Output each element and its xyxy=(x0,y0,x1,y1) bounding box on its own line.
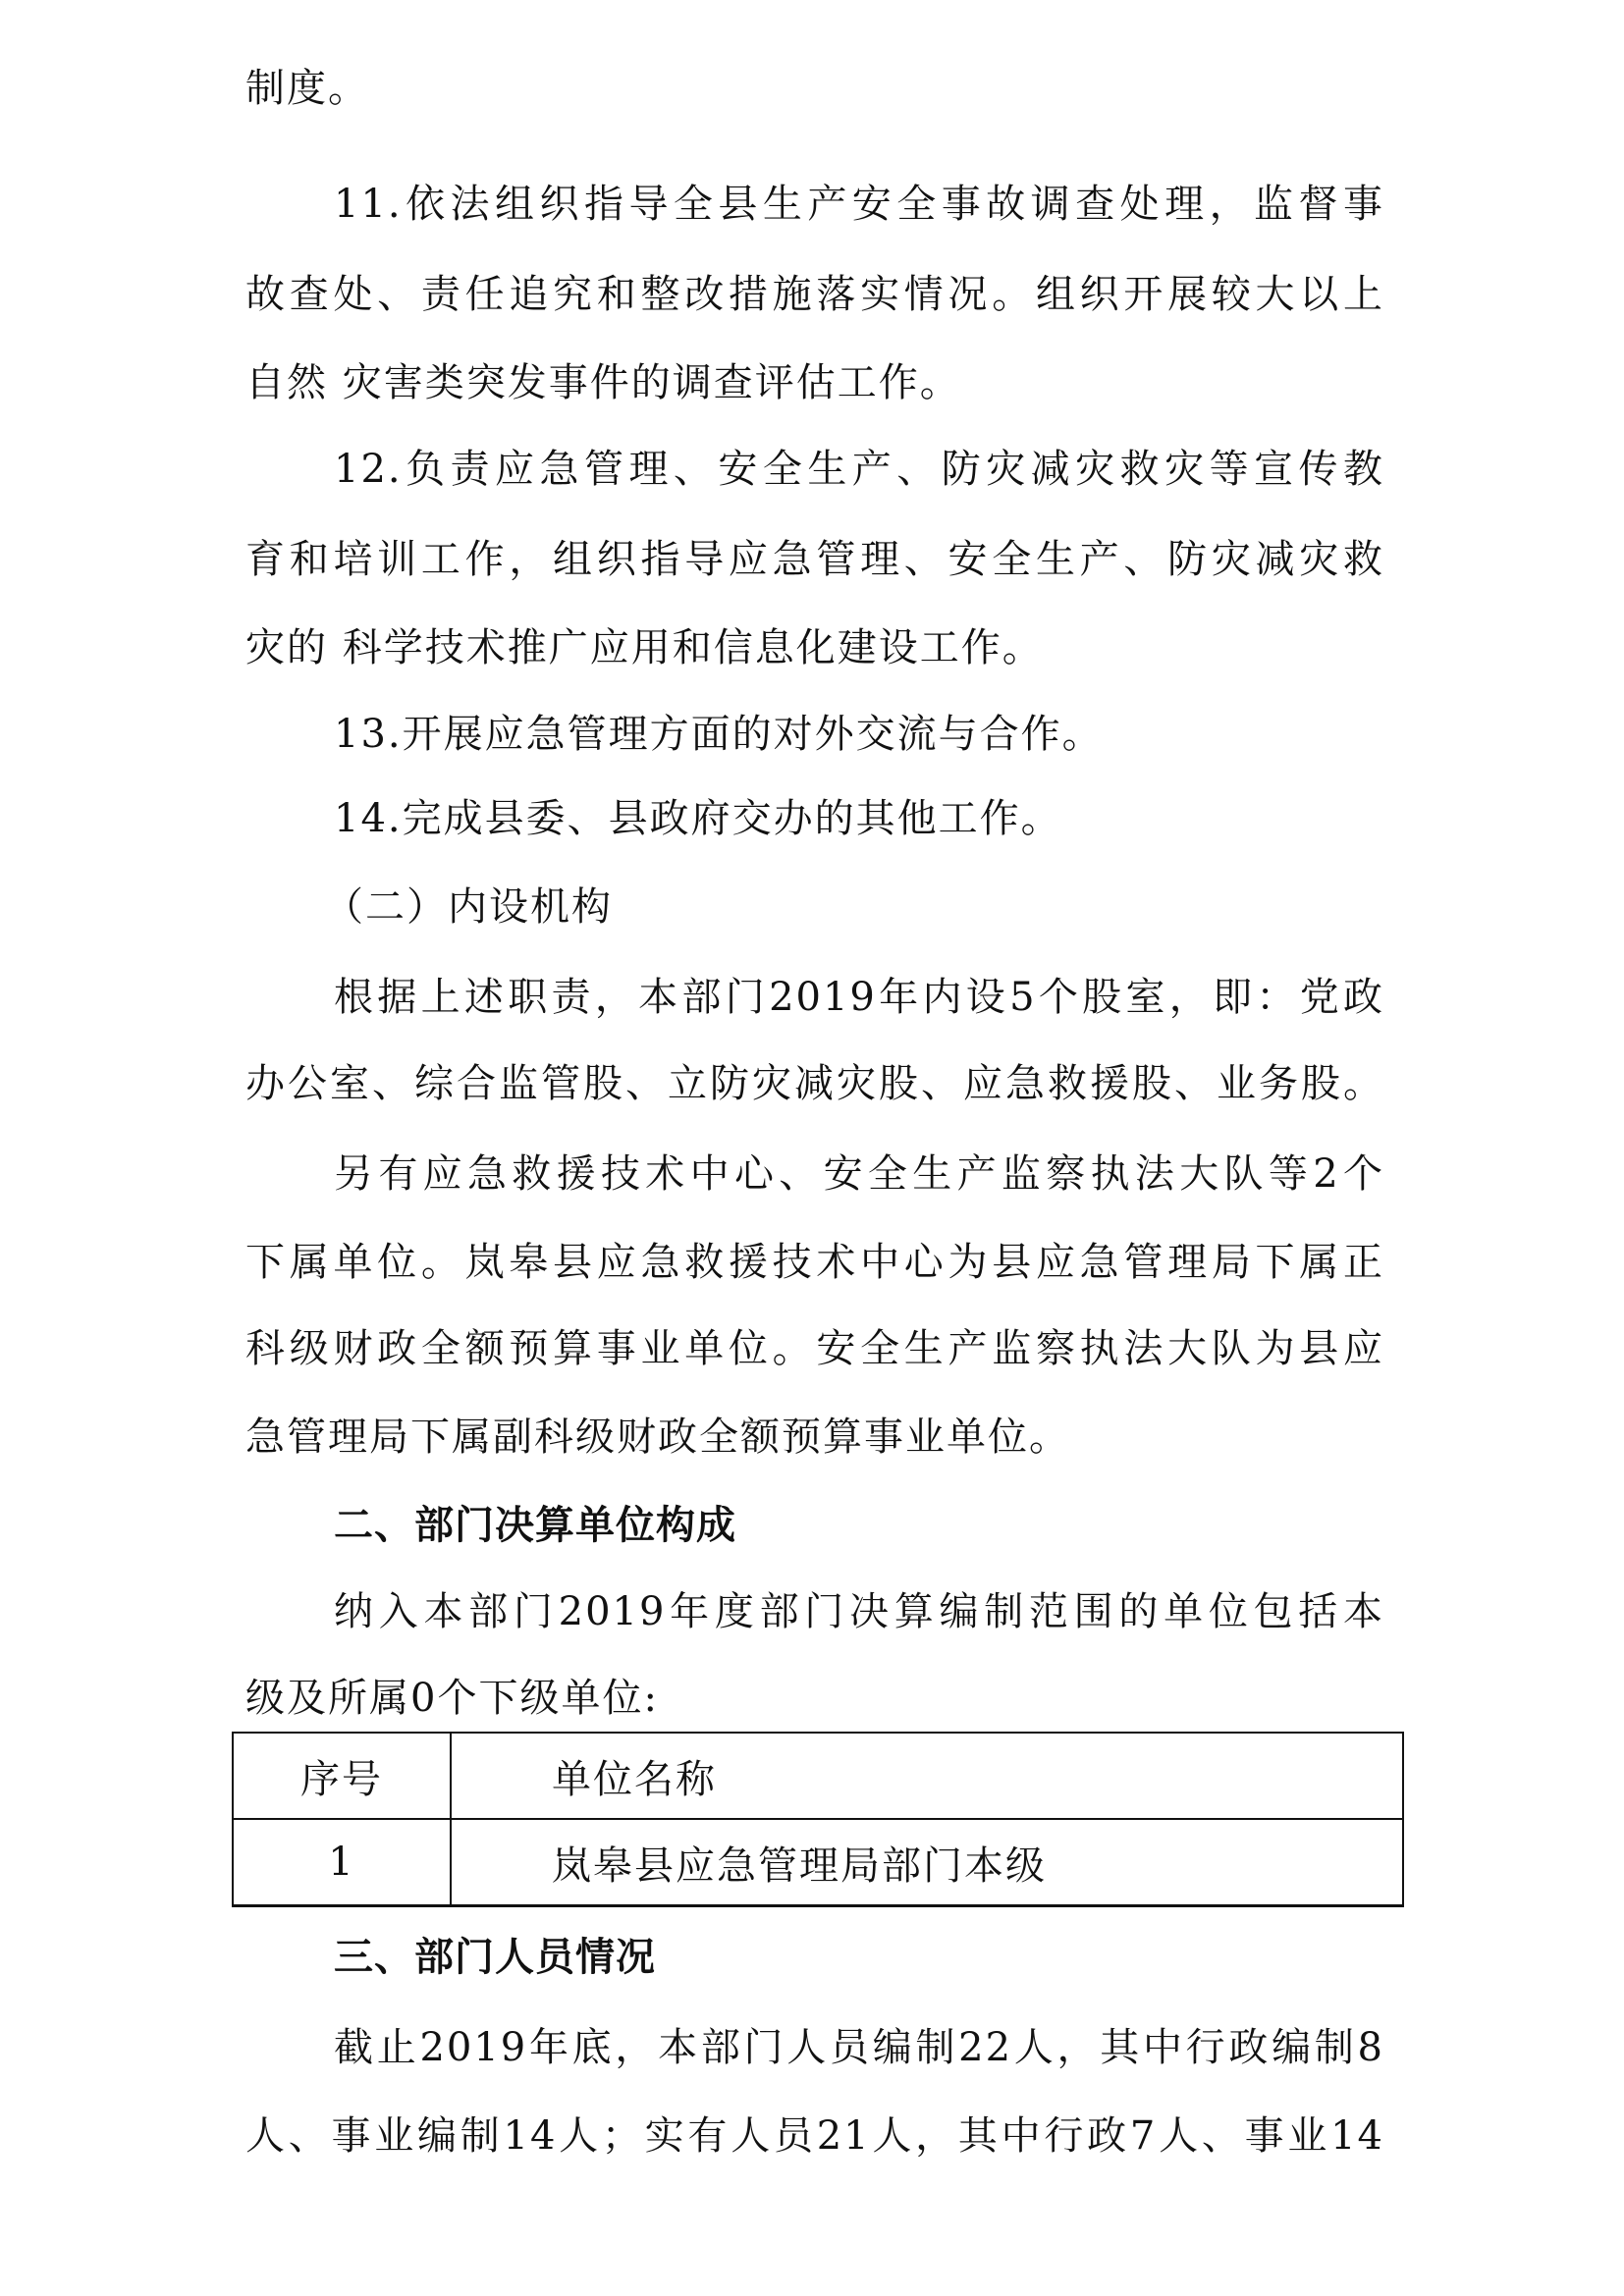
table-cell: 岚皋县应急管理局部门本级 xyxy=(451,1819,1403,1906)
text-line: 另有应急救援技术中心、安全生产监察执法大队等2个 xyxy=(334,1151,1384,1197)
text-line: 级及所属0个下级单位: xyxy=(245,1676,659,1721)
table-header-row xyxy=(233,1733,1403,1819)
text-line: 11.依法组织指导全县生产安全事故调查处理，监督事 xyxy=(334,182,1384,227)
text-line: 自然 灾害类突发事件的调查评估工作。 xyxy=(245,360,961,405)
table-header-cell: 序号 xyxy=(233,1733,451,1819)
text-line: 纳入本部门2019年度部门决算编制范围的单位包括本 xyxy=(334,1589,1384,1634)
text-line: 12.负责应急管理、安全生产、防灾减灾救灾等宣传教 xyxy=(334,447,1384,492)
unit-table xyxy=(232,1732,1404,1907)
text-line: 科级财政全额预算事业单位。安全生产监察执法大队为县应 xyxy=(245,1326,1384,1371)
table-header-cell: 单位名称 xyxy=(451,1733,1403,1819)
text-line: 14.完成县委、县政府交办的其他工作。 xyxy=(334,796,1062,841)
text-line: 制度。 xyxy=(245,66,369,111)
section-subtitle: （二）内设机构 xyxy=(324,884,613,930)
section-heading: 三、部门人员情况 xyxy=(334,1935,656,1980)
text-line: 截止2019年底，本部门人员编制22人，其中行政编制8 xyxy=(334,2025,1384,2070)
text-line: 育和培训工作，组织指导应急管理、安全生产、防灾减灾救 xyxy=(245,537,1384,582)
text-line: 办公室、综合监管股、立防灾减灾股、应急救援股、业务股。 xyxy=(245,1061,1384,1106)
text-line: 急管理局下属副科级财政全额预算事业单位。 xyxy=(245,1415,1070,1460)
text-line: 故查处、责任追究和整改措施落实情况。组织开展较大以上 xyxy=(245,272,1384,317)
text-line: 灾的 科学技术推广应用和信息化建设工作。 xyxy=(245,625,1044,670)
text-line: 下属单位。岚皋县应急救援技术中心为县应急管理局下属正 xyxy=(245,1240,1384,1285)
table-cell: 1 xyxy=(233,1819,451,1906)
text-line: 根据上述职责，本部门2019年内设5个股室，即：党政 xyxy=(334,975,1384,1020)
text-line: 人、事业编制14人；实有人员21人，其中行政7人、事业14 xyxy=(245,2113,1384,2159)
section-heading: 二、部门决算单位构成 xyxy=(334,1503,736,1548)
text-line: 13.开展应急管理方面的对外交流与合作。 xyxy=(334,712,1104,757)
table-row xyxy=(233,1819,1403,1906)
